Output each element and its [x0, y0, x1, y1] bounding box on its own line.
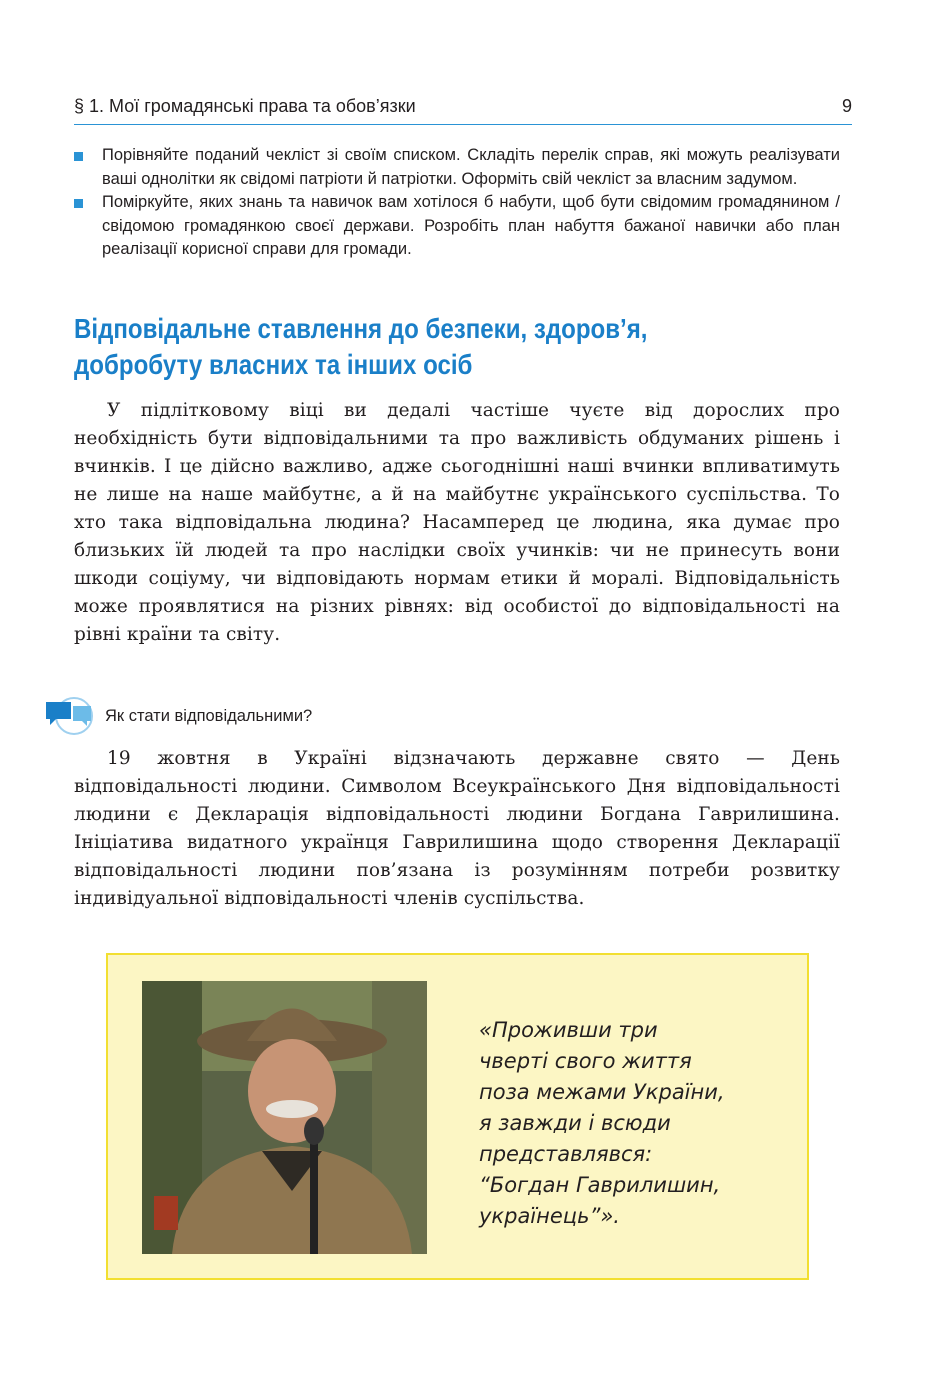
chat-bubbles-icon	[44, 694, 94, 743]
bullet-list	[74, 144, 840, 262]
section-heading-line: добробуту власних та інших осіб	[74, 349, 473, 380]
bullet-text: Порівняйте поданий чекліст зі своїм списком. Складіть перелік справ, які можуть реалізувати ваші однолітки як свідомі патріоти й патріотки. Оформіть свій чекліст за власним задумом.	[102, 146, 840, 188]
bullet-marker-icon	[74, 152, 83, 161]
bullet-item	[74, 144, 840, 191]
quote-line: представлявся:	[479, 1142, 653, 1166]
quote-line: українець”».	[479, 1204, 620, 1228]
bullet-text: Поміркуйте, яких знань та навичок вам хотілося б набути, щоб бути свідомим громадянином / свідомою громадянкою своєї держави. Розробіть план набуття бажаної навички або план реалізації корисної справи для громади.	[102, 193, 840, 258]
chapter-title: § 1. Мої громадянські права та обов’язки	[74, 96, 416, 116]
bullet-marker-icon	[74, 199, 83, 208]
body-paragraph: У підлітковому віці ви дедалі частіше чуєте від дорослих про необхідність бути відповідальними та про важливість обдуманих рішень і вчинків. І це дійсно важливо, адже сьогоднішні наші вчинки впливатимуть не лише на наше майбутнє, а й на майбутнє українського суспільства. То хто така відповідальна людина? Насамперед це людина, яка думає про близьких їй людей та про наслідки своїх учинків: чи не принесуть вони шкоди соціуму, чи відповідають нормам етики й моралі. Відповідальність може проявлятися на різних рівнях: від особистої до відповідальності на рівні країни та світу.	[74, 400, 840, 645]
body-paragraph: 19 жовтня в Україні відзначають державне свято — День відповідальності людини. Символом Всеукраїнського Дня відповідальності людини є Декларація відповідальності людини Богдана Гаврилишина. Ініціатива видатного українця Гаврилишина щодо створення Декларації відповідальності людини пов’язана із розумінням потреби розвитку індивідуальної відповідальності членів суспільства.	[74, 748, 840, 909]
quote-line: чверті свого життя	[479, 1049, 692, 1073]
quote-line: «Проживши три	[479, 1018, 658, 1042]
section-heading	[74, 311, 676, 383]
quote-box	[106, 953, 809, 1280]
quote-line: “Богдан Гаврилишин,	[479, 1173, 721, 1197]
page-header	[74, 92, 852, 125]
question-text: Як стати відповідальними?	[105, 707, 313, 725]
quote-line: поза межами України,	[479, 1080, 725, 1104]
section-heading-line: Відповідальне ставлення до безпеки, здоров’я,	[74, 313, 648, 344]
bullet-item	[74, 191, 840, 262]
page-number: 9	[841, 96, 852, 116]
quote-line: я завжди і всюди	[479, 1111, 671, 1135]
quote-text	[479, 1015, 779, 1232]
question-block	[44, 694, 544, 738]
portrait-photo	[142, 981, 427, 1254]
